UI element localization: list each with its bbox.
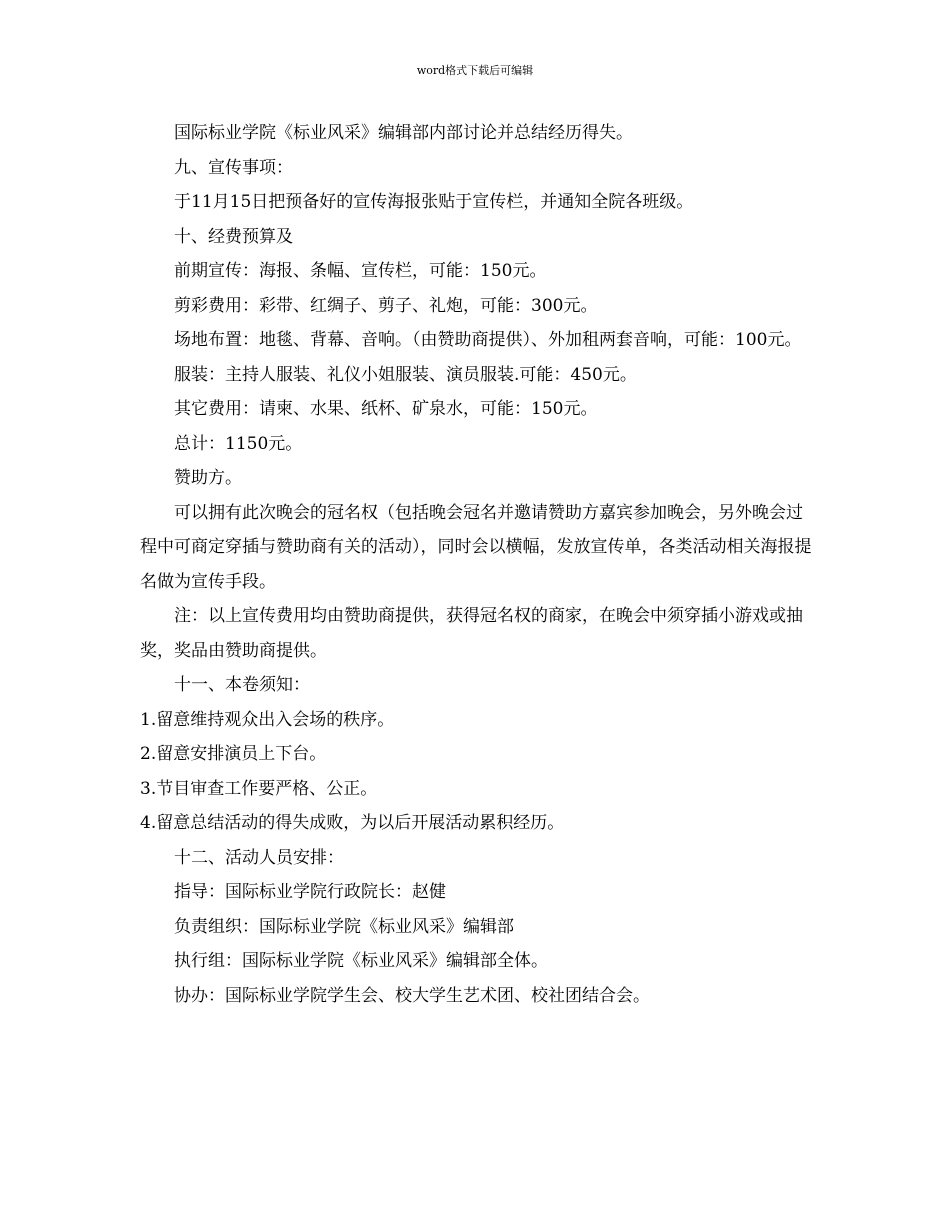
staff-organizer: 负责组织：国际标业学院《标业风采》编辑部 (174, 916, 514, 937)
staff-advisor: 指导：国际标业学院行政院长：赵健 (174, 882, 446, 902)
heading-sponsor: 赞助方。 (174, 468, 242, 488)
budget-total: 总计：1150元。 (174, 433, 303, 454)
notice-item-3: 3.节目审查工作要严格、公正。 (140, 778, 378, 799)
document-body (140, 116, 815, 1013)
staff-executive: 执行组：国际标业学院《标业风采》编辑部全体。 (174, 951, 548, 971)
para-note: 注：以上宣传费用均由赞助商提供，获得冠名权的商家，在晚会中须穿插小游戏或抽奖，奖品由赞助商提供。 (140, 606, 803, 661)
notice-item-1: 1.留意维持观众出入会场的秩序。 (140, 709, 395, 730)
budget-costume: 服装：主持人服装、礼仪小姐服装、演员服装.可能：450元。 (174, 364, 637, 385)
notice-item-4: 4.留意总结活动的得失成败，为以后开展活动累积经历。 (140, 813, 565, 833)
budget-other: 其它费用：请柬、水果、纸杯、矿泉水，可能：150元。 (174, 399, 598, 419)
staff-assist: 协办：国际标业学院学生会、校大学生艺术团、校社团结合会。 (174, 985, 650, 1006)
page-header: word格式下载后可编辑 (416, 64, 534, 77)
budget-ribbon: 剪彩费用：彩带、红绸子、剪子、礼炮，可能：300元。 (174, 295, 598, 316)
para-review: 国际标业学院《标业风采》编辑部内部讨论并总结经历得失。 (174, 123, 633, 143)
heading-publicity: 九、宣传事项： (174, 157, 293, 178)
heading-notice: 十一、本卷须知： (174, 675, 310, 695)
heading-budget: 十、经费预算及 (174, 226, 293, 247)
para-sponsor-rights: 可以拥有此次晚会的冠名权（包括晚会冠名并邀请赞助方嘉宾参加晚会，另外晚会过程中可商定穿插与赞助商有关的活动），同时会以横幅，发放宣传单，各类活动相关海报提名做为宣传手段。 (140, 502, 812, 592)
budget-publicity: 前期宣传：海报、条幅、宣传栏，可能：150元。 (174, 261, 547, 281)
heading-staff: 十二、活动人员安排： (174, 847, 344, 868)
para-poster-date: 于11月15日把预备好的宣传海报张贴于宣传栏，并通知全院各班级。 (174, 192, 694, 212)
notice-item-2: 2.留意安排演员上下台。 (140, 744, 327, 764)
budget-venue: 场地布置：地毯、背幕、音响。（由赞助商提供）、外加租两套音响，可能：100元。 (174, 330, 802, 350)
